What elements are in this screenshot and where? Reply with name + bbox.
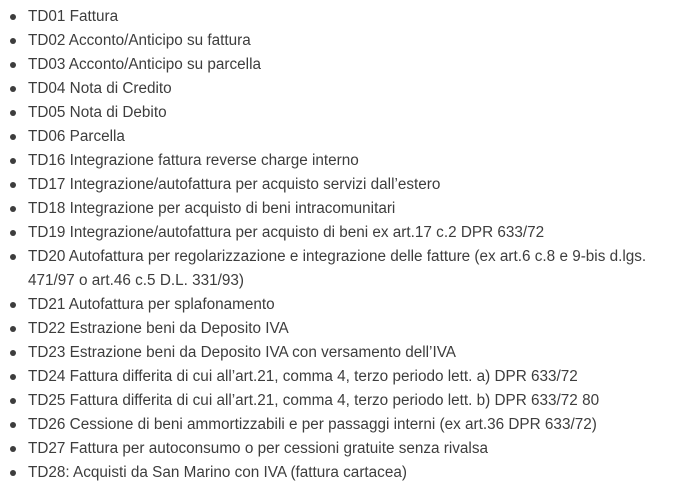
bullet-icon — [10, 302, 16, 308]
bullet-icon — [10, 62, 16, 68]
bullet-icon — [10, 350, 16, 356]
list-item-text: TD26 Cessione di beni ammortizzabili e per passaggi interni (ex art.36 DPR 633/72) — [28, 416, 597, 433]
bullet-icon — [10, 398, 16, 404]
list-item — [0, 77, 693, 101]
list-item — [0, 101, 693, 125]
document-type-list — [0, 5, 693, 485]
bullet-icon — [10, 374, 16, 380]
list-item-text: TD20 Autofattura per regolarizzazione e integrazione delle fatture (ex art.6 c.8 e 9-bis d.lgs. 471/97 o art.46 c.5 D.L. 331/93) — [28, 248, 647, 289]
list-item — [0, 389, 693, 413]
bullet-icon — [10, 14, 16, 20]
bullet-icon — [10, 254, 16, 260]
list-item-text: TD06 Parcella — [28, 128, 125, 145]
list-item-text: TD22 Estrazione beni da Deposito IVA — [28, 320, 289, 337]
list-item-text: TD28: Acquisti da San Marino con IVA (fattura cartacea) — [28, 464, 407, 481]
list-item — [0, 149, 693, 173]
list-item — [0, 245, 693, 293]
list-item — [0, 53, 693, 77]
bullet-icon — [10, 158, 16, 164]
list-item — [0, 173, 693, 197]
list-item — [0, 341, 693, 365]
list-item-text: TD04 Nota di Credito — [28, 80, 172, 97]
list-item-text: TD21 Autofattura per splafonamento — [28, 296, 275, 313]
list-item — [0, 125, 693, 149]
bullet-icon — [10, 86, 16, 92]
list-item — [0, 461, 693, 485]
list-item — [0, 413, 693, 437]
list-item-text: TD02 Acconto/Anticipo su fattura — [28, 32, 251, 49]
list-item-text: TD19 Integrazione/autofattura per acquisto di beni ex art.17 c.2 DPR 633/72 — [28, 224, 545, 241]
list-item-text: TD23 Estrazione beni da Deposito IVA con versamento dell’IVA — [28, 344, 456, 361]
list-item-text: TD18 Integrazione per acquisto di beni intracomunitari — [28, 200, 396, 217]
list-item-text: TD03 Acconto/Anticipo su parcella — [28, 56, 261, 73]
list-item — [0, 317, 693, 341]
bullet-icon — [10, 182, 16, 188]
bullet-icon — [10, 206, 16, 212]
bullet-icon — [10, 446, 16, 452]
bullet-icon — [10, 38, 16, 44]
list-item-text: TD01 Fattura — [28, 8, 119, 25]
list-item — [0, 197, 693, 221]
list-item — [0, 221, 693, 245]
bullet-icon — [10, 134, 16, 140]
bullet-icon — [10, 326, 16, 332]
bullet-icon — [10, 110, 16, 116]
bullet-icon — [10, 230, 16, 236]
bullet-icon — [10, 470, 16, 476]
bullet-icon — [10, 422, 16, 428]
list-item-text: TD25 Fattura differita di cui all’art.21, comma 4, terzo periodo lett. b) DPR 633/72 80 — [28, 392, 600, 409]
list-item — [0, 293, 693, 317]
list-item — [0, 437, 693, 461]
list-item-text: TD27 Fattura per autoconsumo o per cessioni gratuite senza rivalsa — [28, 440, 488, 457]
list-item — [0, 5, 693, 29]
list-item-text: TD16 Integrazione fattura reverse charge interno — [28, 152, 359, 169]
list-item-text: TD24 Fattura differita di cui all’art.21, comma 4, terzo periodo lett. a) DPR 633/72 — [28, 368, 578, 385]
list-item-text: TD05 Nota di Debito — [28, 104, 167, 121]
list-item — [0, 365, 693, 389]
list-item-text: TD17 Integrazione/autofattura per acquisto servizi dall’estero — [28, 176, 441, 193]
list-item — [0, 29, 693, 53]
